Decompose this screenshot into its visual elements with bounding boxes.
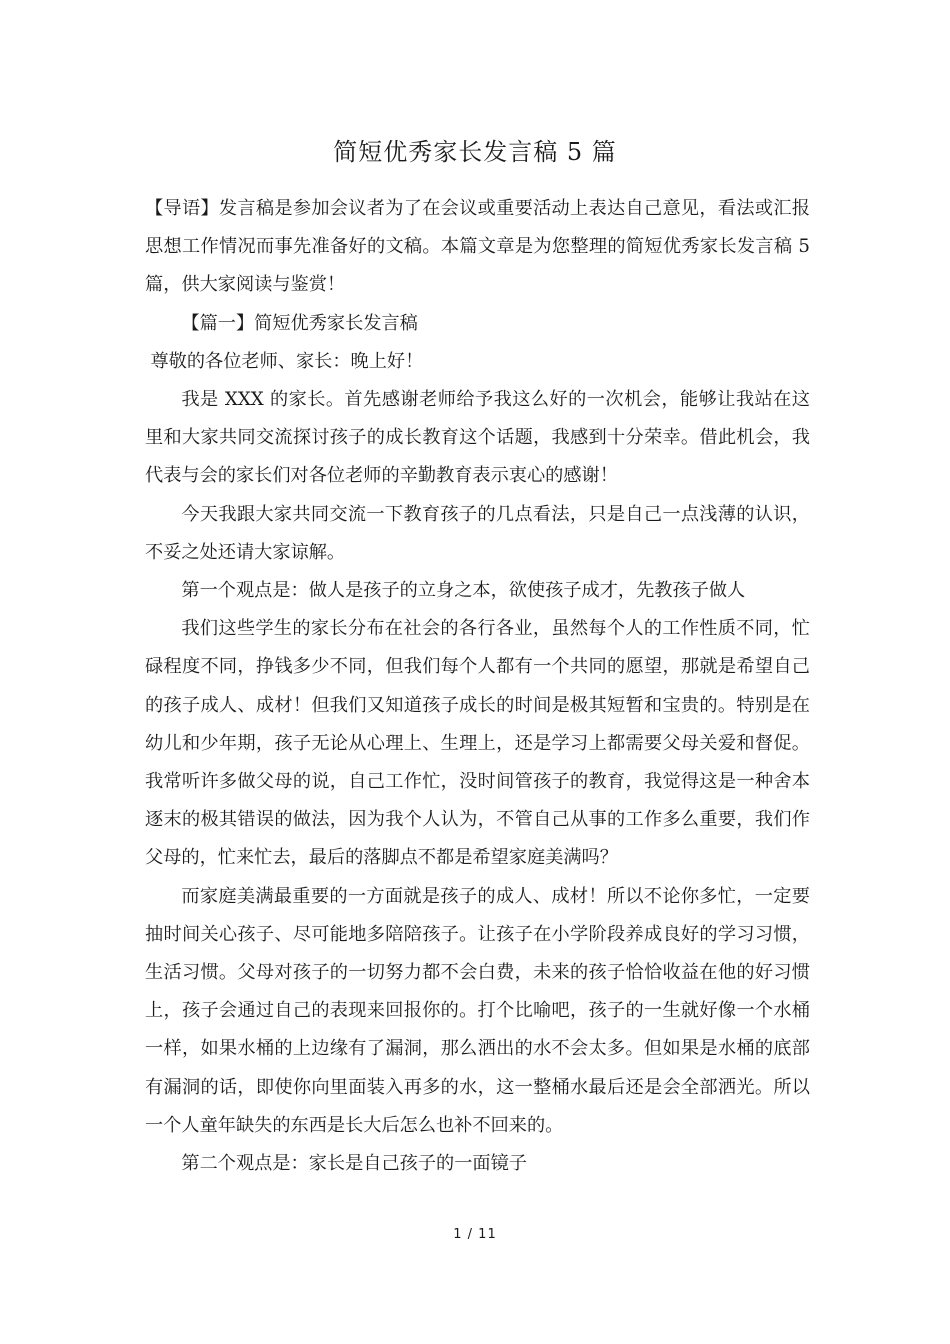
- intro-paragraph: 【导语】发言稿是参加会议者为了在会议或重要活动上表达自己意见，看法或汇报思想工作情况而事先准备好的文稿。本篇文章是为您整理的简短优秀家长发言稿 5 篇，供大家阅读与鉴赏！: [145, 198, 810, 296]
- document-body: [145, 190, 810, 1183]
- page-number: 1 / 11: [453, 1227, 497, 1242]
- body-paragraph: 而家庭美满最重要的一方面就是孩子的成人、成材！所以不论你多忙，一定要抽时间关心孩子、尽可能地多陪陪孩子。让孩子在小学阶段养成良好的学习习惯，生活习惯。父母对孩子的一切努力都不会白费，未来的孩子恰恰收益在他的好习惯上，孩子会通过自己的表现来回报你的。打个比喻吧，孩子的一生就好像一个水桶一样，如果水桶的上边缘有了漏洞，那么洒出的水不会太多。但如果是水桶的底部有漏洞的话，即使你向里面装入再多的水，这一整桶水最后还是会全部洒光。所以一个人童年缺失的东西是长大后怎么也补不回来的。: [145, 885, 810, 1136]
- body-paragraph: 我是 XXX 的家长。首先感谢老师给予我这么好的一次机会，能够让我站在这里和大家共同交流探讨孩子的成长教育这个话题，我感到十分荣幸。借此机会，我代表与会的家长们对各位老师的辛勤教育表示衷心的感谢！: [145, 389, 810, 487]
- viewpoint-heading: 第二个观点是：家长是自己孩子的一面镜子: [181, 1153, 527, 1175]
- document-title: 简短优秀家长发言稿 5 篇: [333, 138, 617, 166]
- section-heading: 【篇一】简短优秀家长发言稿: [181, 312, 418, 334]
- greeting-line: 尊敬的各位老师、家长：晚上好！: [150, 350, 424, 372]
- body-paragraph: 我们这些学生的家长分布在社会的各行各业，虽然每个人的工作性质不同，忙碌程度不同，挣钱多少不同，但我们每个人都有一个共同的愿望，那就是希望自己的孩子成人、成材！但我们又知道孩子成长的时间是极其短暂和宝贵的。特别是在幼儿和少年期，孩子无论从心理上、生理上，还是学习上都需要父母关爱和督促。我常听许多做父母的说，自己工作忙，没时间管孩子的教育，我觉得这是一种舍本逐末的极其错误的做法，因为我个人认为，不管自己从事的工作多么重要，我们作父母的，忙来忙去，最后的落脚点不都是希望家庭美满吗？: [145, 618, 810, 869]
- viewpoint-heading: 第一个观点是：做人是孩子的立身之本，欲使孩子成才，先教孩子做人: [181, 580, 746, 602]
- body-paragraph: 今天我跟大家共同交流一下教育孩子的几点看法，只是自己一点浅薄的认识，不妥之处还请大家谅解。: [145, 503, 810, 563]
